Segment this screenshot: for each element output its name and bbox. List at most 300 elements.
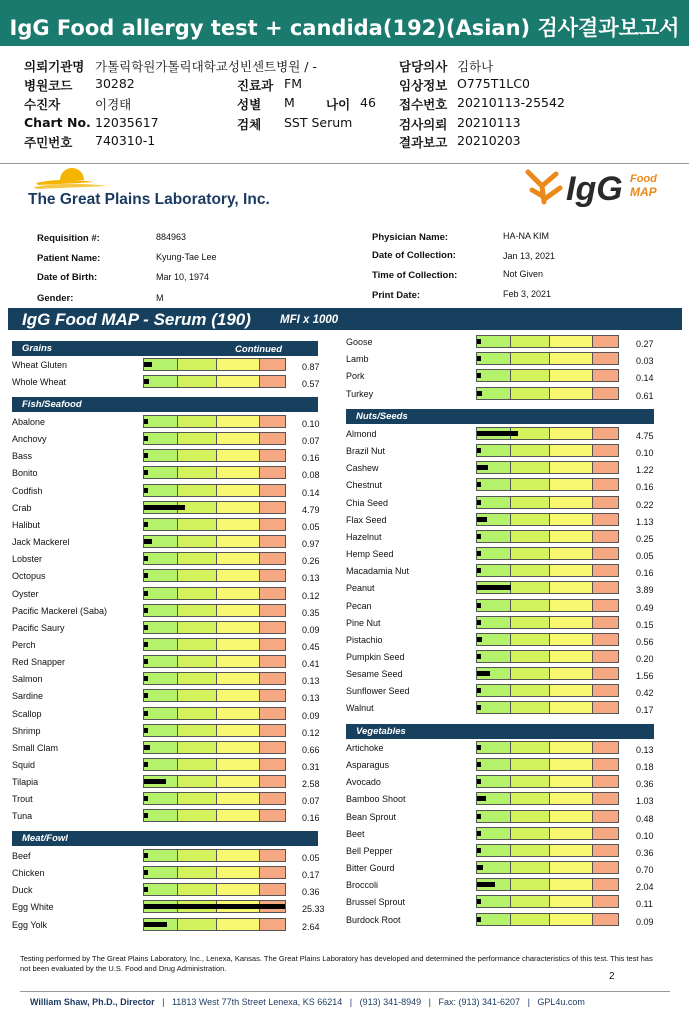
footer-director: William Shaw, Ph.D., Director: [30, 997, 155, 1007]
food-value: 0.13: [636, 745, 654, 755]
food-name: Pine Nut: [346, 617, 381, 628]
food-row: [346, 809, 676, 826]
food-value: 3.89: [636, 585, 654, 596]
food-row: [12, 568, 342, 585]
food-name: Bitter Gourd: [346, 863, 395, 874]
collection-time-value: Not Given: [503, 269, 544, 279]
food-row: [346, 666, 676, 683]
food-level-fill: [477, 373, 481, 378]
food-level-bar: [476, 810, 619, 823]
food-name: Turkey: [346, 388, 374, 399]
food-row: [12, 899, 342, 916]
food-name: Artichoke: [346, 743, 384, 753]
igg-logo-text: IgG: [566, 170, 623, 208]
footer-divider: [20, 991, 670, 992]
food-level-fill: [144, 453, 148, 458]
food-level-bar: [143, 432, 286, 445]
food-row: [12, 448, 342, 465]
food-row: [346, 860, 676, 877]
food-name: Bean Sprout: [346, 811, 397, 822]
food-name: Lobster: [12, 554, 43, 565]
food-level-bar: [143, 466, 286, 479]
food-value: 0.05: [636, 551, 654, 562]
food-level-fill: [144, 436, 148, 441]
food-level-fill: [144, 711, 148, 716]
food-level-bar: [143, 449, 286, 462]
food-level-bar: [476, 667, 619, 680]
food-level-fill: [477, 865, 483, 870]
food-level-fill: [477, 745, 481, 750]
food-level-fill: [477, 637, 482, 642]
food-row: [12, 374, 342, 391]
lab-name: The Great Plains Laboratory, Inc.: [28, 191, 270, 208]
food-value: 0.36: [636, 847, 654, 858]
food-name: Egg Yolk: [12, 919, 48, 930]
header-label: 접수번호: [399, 97, 448, 112]
food-level-fill: [477, 620, 481, 625]
food-level-bar: [476, 827, 619, 840]
food-value: 0.70: [636, 865, 654, 876]
food-value: 0.26: [302, 556, 320, 567]
food-name: Almond: [346, 429, 377, 439]
food-name: Hazelnut: [346, 531, 382, 542]
food-level-fill: [144, 676, 148, 681]
food-name: Chestnut: [346, 480, 383, 491]
food-level-fill: [477, 568, 481, 573]
header-value: 30282: [95, 76, 135, 91]
food-level-fill: [477, 705, 481, 710]
food-level-fill: [477, 585, 511, 590]
food-row: [346, 826, 676, 843]
food-level-bar: [476, 844, 619, 857]
food-row: [12, 517, 342, 534]
food-level-fill: [144, 745, 150, 750]
food-level-bar: [143, 775, 286, 788]
food-row: [346, 426, 676, 443]
food-level-bar: [476, 792, 619, 805]
food-row: [346, 700, 676, 717]
food-name: Sesame Seed: [346, 669, 403, 680]
food-name: Walnut: [346, 703, 374, 714]
food-value: 0.05: [302, 521, 320, 532]
food-value: 0.49: [636, 602, 654, 613]
food-name: Halibut: [12, 519, 41, 530]
food-name: Burdock Root: [346, 914, 401, 925]
section-header: [346, 724, 654, 739]
food-name: Cashew: [346, 463, 379, 474]
header-label: 검사의뢰: [399, 117, 448, 132]
food-name: Jack Mackerel: [12, 537, 70, 548]
food-level-bar: [476, 684, 619, 697]
food-value: 0.09: [302, 624, 320, 635]
header-label: 병원코드: [24, 78, 73, 93]
food-name: Anchovy: [12, 434, 47, 445]
patient-name-label: Patient Name:: [37, 253, 101, 264]
food-value: 0.16: [636, 482, 654, 493]
sun-logo-icon: [32, 168, 122, 192]
food-level-bar: [476, 387, 619, 400]
physician-value: HA-NA KIM: [503, 231, 550, 241]
food-level-bar: [143, 535, 286, 548]
food-name: Wheat Gluten: [12, 360, 68, 370]
food-level-fill: [144, 762, 148, 767]
food-level-fill: [477, 882, 495, 887]
food-value: 0.03: [636, 356, 654, 367]
header-label: Chart No.: [24, 115, 91, 130]
food-name: Oyster: [12, 588, 39, 599]
food-name: Pacific Mackerel (Saba): [12, 605, 108, 616]
food-name: Egg White: [12, 902, 54, 913]
food-level-bar: [143, 587, 286, 600]
section-header: [12, 397, 318, 412]
food-level-fill: [477, 899, 481, 904]
food-value: 0.87: [302, 362, 320, 372]
section-continued: Continued: [235, 344, 282, 355]
food-level-bar: [476, 352, 619, 365]
disclaimer: Testing performed by The Great Plains Laboratory, Inc., Lenexa, Kansas. The Great Plains Laboratory has developed and determined the performance characteristics of this test. This test has not been evaluated by the U.S. Food and Drug Administration.: [20, 954, 653, 973]
report-title: IgG Food allergy test + candida(192)(Asian) 검사결과보고서: [0, 0, 689, 46]
food-name: Asparagus: [346, 760, 390, 771]
food-level-bar: [476, 369, 619, 382]
food-level-bar: [476, 650, 619, 663]
food-row: [12, 357, 342, 374]
food-row: [346, 334, 676, 351]
food-level-fill: [144, 659, 148, 664]
dob-value: Mar 10, 1974: [156, 272, 210, 282]
food-value: 0.13: [302, 573, 320, 584]
food-name: Salmon: [12, 674, 43, 685]
section-header: [346, 409, 654, 424]
food-level-bar: [476, 581, 619, 594]
food-name: Tuna: [12, 811, 33, 822]
food-level-fill: [477, 500, 481, 505]
food-row: [346, 683, 676, 700]
food-value: 0.48: [636, 813, 654, 824]
food-value: 2.58: [302, 779, 320, 790]
food-level-bar: [143, 655, 286, 668]
food-row: [346, 351, 676, 368]
food-level-fill: [144, 573, 148, 578]
food-row: [12, 603, 342, 620]
food-value: 4.75: [636, 431, 654, 441]
food-value: 0.45: [302, 641, 320, 652]
food-level-bar: [143, 552, 286, 565]
food-level-fill: [477, 814, 481, 819]
food-level-fill: [477, 391, 482, 396]
food-row: [346, 740, 676, 757]
food-row: [12, 483, 342, 500]
food-value: 0.18: [636, 762, 654, 773]
food-value: 0.11: [636, 899, 653, 910]
food-value: 0.42: [636, 688, 654, 699]
food-name: Codfish: [12, 485, 43, 496]
footer-site: GPL4u.com: [537, 997, 585, 1007]
food-row: [346, 477, 676, 494]
gender-value: M: [156, 293, 164, 303]
food-name: Peanut: [346, 583, 375, 594]
food-value: 1.56: [636, 671, 654, 682]
food-name: Perch: [12, 639, 36, 650]
food-name: Bass: [12, 451, 33, 462]
food-level-fill: [144, 922, 167, 927]
food-level-bar: [476, 335, 619, 348]
food-level-bar: [476, 461, 619, 474]
header-label: 성별: [237, 97, 262, 112]
food-row: [12, 500, 342, 517]
food-value: 0.61: [636, 390, 654, 401]
food-level-bar: [476, 701, 619, 714]
food-level-fill: [144, 362, 152, 367]
food-level-fill: [477, 831, 481, 836]
footer-address: 11813 West 77th Street Lenexa, KS 66214: [171, 997, 343, 1007]
patient-name-value: Kyung-Tae Lee: [156, 252, 217, 262]
food-row: [346, 649, 676, 666]
food-name: Shrimp: [12, 725, 41, 736]
food-value: 0.10: [302, 419, 320, 429]
food-level-fill: [477, 762, 481, 767]
food-row: [12, 431, 342, 448]
food-level-fill: [144, 870, 148, 875]
food-level-fill: [477, 848, 481, 853]
food-level-bar: [143, 415, 286, 428]
food-name: Avocado: [346, 777, 381, 788]
food-row: [346, 495, 676, 512]
requisition-label: Requisition #:: [37, 233, 100, 244]
food-level-fill: [144, 853, 148, 858]
header-value: 20210113: [457, 115, 521, 130]
food-value: 0.25: [636, 533, 654, 544]
food-level-fill: [477, 534, 481, 539]
food-level-bar: [143, 918, 286, 931]
food-level-fill: [477, 482, 481, 487]
header-value: 12035617: [95, 115, 159, 130]
section-header: [12, 831, 318, 846]
food-level-bar: [143, 849, 286, 862]
food-level-bar: [476, 530, 619, 543]
footer-fax: Fax: (913) 341-6207: [438, 997, 521, 1007]
header-label: 나이: [326, 97, 351, 112]
food-name: Chicken: [12, 868, 45, 879]
food-level-bar: [143, 866, 286, 879]
food-level-bar: [476, 427, 619, 440]
food-value: 0.57: [302, 379, 320, 390]
food-level-fill: [477, 551, 481, 556]
food-value: 0.05: [302, 853, 320, 863]
food-name: Duck: [12, 885, 33, 896]
header-value: 가톨릭학원가톨릭대학교성빈센트병원 / -: [95, 59, 317, 74]
food-level-bar: [143, 569, 286, 582]
food-value: 0.31: [302, 762, 320, 772]
food-name: Pumpkin Seed: [346, 651, 405, 662]
collection-time-label: Time of Collection:: [372, 270, 458, 281]
page-number: 2: [609, 971, 615, 982]
food-level-bar: [476, 478, 619, 491]
food-name: Flax Seed: [346, 514, 387, 525]
food-level-bar: [476, 895, 619, 908]
food-name: Beef: [12, 851, 31, 861]
food-level-bar: [476, 564, 619, 577]
footer-phone: (913) 341-8949: [359, 997, 422, 1007]
food-value: 0.66: [302, 744, 320, 755]
header-value: O775T1LC0: [457, 76, 530, 91]
food-level-fill: [477, 448, 481, 453]
food-name: Beet: [346, 828, 365, 839]
physician-label: Physician Name:: [372, 232, 449, 243]
food-level-bar: [143, 758, 286, 771]
food-level-fill: [144, 813, 148, 818]
food-row: [12, 637, 342, 654]
food-map-title-bar: [8, 308, 682, 330]
food-row: [346, 529, 676, 546]
food-row: [346, 877, 676, 894]
section-title: Meat/Fowl: [22, 833, 68, 844]
food-row: [12, 848, 342, 865]
food-row: [346, 460, 676, 477]
food-level-fill: [144, 887, 148, 892]
food-name: Bell Pepper: [346, 845, 393, 856]
food-name: Sunflower Seed: [346, 686, 410, 697]
food-level-fill: [477, 603, 481, 608]
food-level-bar: [476, 861, 619, 874]
food-name: Lamb: [346, 354, 369, 365]
food-value: 0.20: [636, 653, 654, 664]
food-name: Pacific Saury: [12, 622, 65, 633]
food-value: 0.09: [636, 916, 654, 927]
food-value: 2.04: [636, 882, 654, 893]
header-value: 이경태: [95, 97, 132, 112]
food-value: 0.41: [302, 659, 320, 670]
food-row: [346, 580, 676, 597]
food-name: Chia Seed: [346, 497, 389, 508]
food-level-fill: [144, 556, 148, 561]
food-value: 0.13: [302, 676, 320, 687]
food-value: 0.16: [302, 813, 320, 824]
food-name: Squid: [12, 760, 36, 770]
food-level-fill: [144, 470, 148, 475]
header-value: 20210203: [457, 133, 521, 148]
food-row: [346, 598, 676, 615]
gender-label: Gender:: [37, 293, 74, 304]
food-row: [12, 465, 342, 482]
food-level-bar: [476, 741, 619, 754]
food-name: Small Clam: [12, 742, 59, 753]
food-name: Octopus: [12, 571, 46, 582]
food-level-bar: [143, 707, 286, 720]
food-value: 0.07: [302, 796, 320, 807]
food-level-fill: [144, 522, 148, 527]
food-name: Macadamia Nut: [346, 566, 410, 577]
food-level-fill: [477, 431, 518, 436]
food-name: Pork: [346, 371, 365, 382]
food-value: 0.10: [636, 830, 654, 841]
food-level-bar: [143, 604, 286, 617]
food-value: 0.97: [302, 539, 320, 550]
food-level-bar: [476, 775, 619, 788]
section-title: Fish/Seafood: [22, 399, 82, 410]
food-value: 0.27: [636, 339, 654, 349]
food-level-bar: [143, 621, 286, 634]
food-row: [346, 912, 676, 929]
food-row: [12, 534, 342, 551]
food-row: [12, 740, 342, 757]
section-title: Vegetables: [356, 726, 406, 737]
food-value: 4.79: [302, 504, 320, 515]
food-name: Pecan: [346, 600, 372, 611]
food-level-bar: [143, 689, 286, 702]
header-label: 의뢰기관명: [24, 59, 85, 74]
food-row: [346, 546, 676, 563]
food-value: 1.03: [636, 796, 654, 807]
food-value: 0.22: [636, 499, 654, 510]
food-row: [12, 551, 342, 568]
report-header: [0, 50, 689, 160]
print-date-label: Print Date:: [372, 290, 421, 301]
header-value: 740310-1: [95, 133, 156, 148]
divider: [0, 163, 689, 164]
section-header: [12, 341, 318, 356]
food-row: [12, 414, 342, 431]
food-value: 0.36: [302, 887, 320, 898]
food-name: Brazil Nut: [346, 446, 386, 457]
food-level-fill: [477, 654, 481, 659]
food-row: [12, 654, 342, 671]
food-level-bar: [476, 444, 619, 457]
header-value: 20210113-25542: [457, 95, 565, 110]
print-date-value: Feb 3, 2021: [503, 289, 552, 299]
food-row: [12, 791, 342, 808]
food-level-bar: [476, 599, 619, 612]
food-level-fill: [144, 693, 148, 698]
section-title: Grains: [22, 343, 53, 354]
food-value: 0.15: [636, 619, 654, 630]
food-row: [346, 791, 676, 808]
food-name: Bamboo Shoot: [346, 794, 406, 805]
food-row: [12, 586, 342, 603]
food-row: [12, 808, 342, 825]
header-label: 진료과: [237, 78, 274, 93]
food-row: [346, 632, 676, 649]
food-level-bar: [476, 878, 619, 891]
food-name: Scallop: [12, 708, 42, 719]
food-row: [12, 723, 342, 740]
dob-label: Date of Birth:: [37, 272, 98, 283]
food-level-fill: [144, 488, 148, 493]
header-label: 수진자: [24, 97, 61, 112]
food-value: 0.36: [636, 779, 654, 790]
header-value: 김하나: [457, 59, 494, 74]
food-value: 0.56: [636, 636, 654, 647]
food-name: Trout: [12, 794, 33, 805]
food-value: 1.22: [636, 465, 654, 476]
food-value: 0.17: [636, 705, 654, 716]
food-level-fill: [144, 419, 148, 424]
food-row: [12, 917, 342, 934]
food-level-fill: [144, 379, 149, 384]
food-row: [12, 671, 342, 688]
food-level-bar: [143, 358, 286, 371]
food-row: [346, 615, 676, 632]
food-value: 0.35: [302, 607, 320, 618]
food-level-fill: [477, 339, 481, 344]
food-name: Abalone: [12, 417, 46, 427]
food-name: Goose: [346, 337, 373, 347]
food-level-fill: [477, 796, 486, 801]
food-level-bar: [143, 883, 286, 896]
food-level-bar: [476, 616, 619, 629]
food-level-bar: [143, 809, 286, 822]
header-value: SST Serum: [284, 115, 353, 130]
header-label: 주민번호: [24, 135, 73, 150]
